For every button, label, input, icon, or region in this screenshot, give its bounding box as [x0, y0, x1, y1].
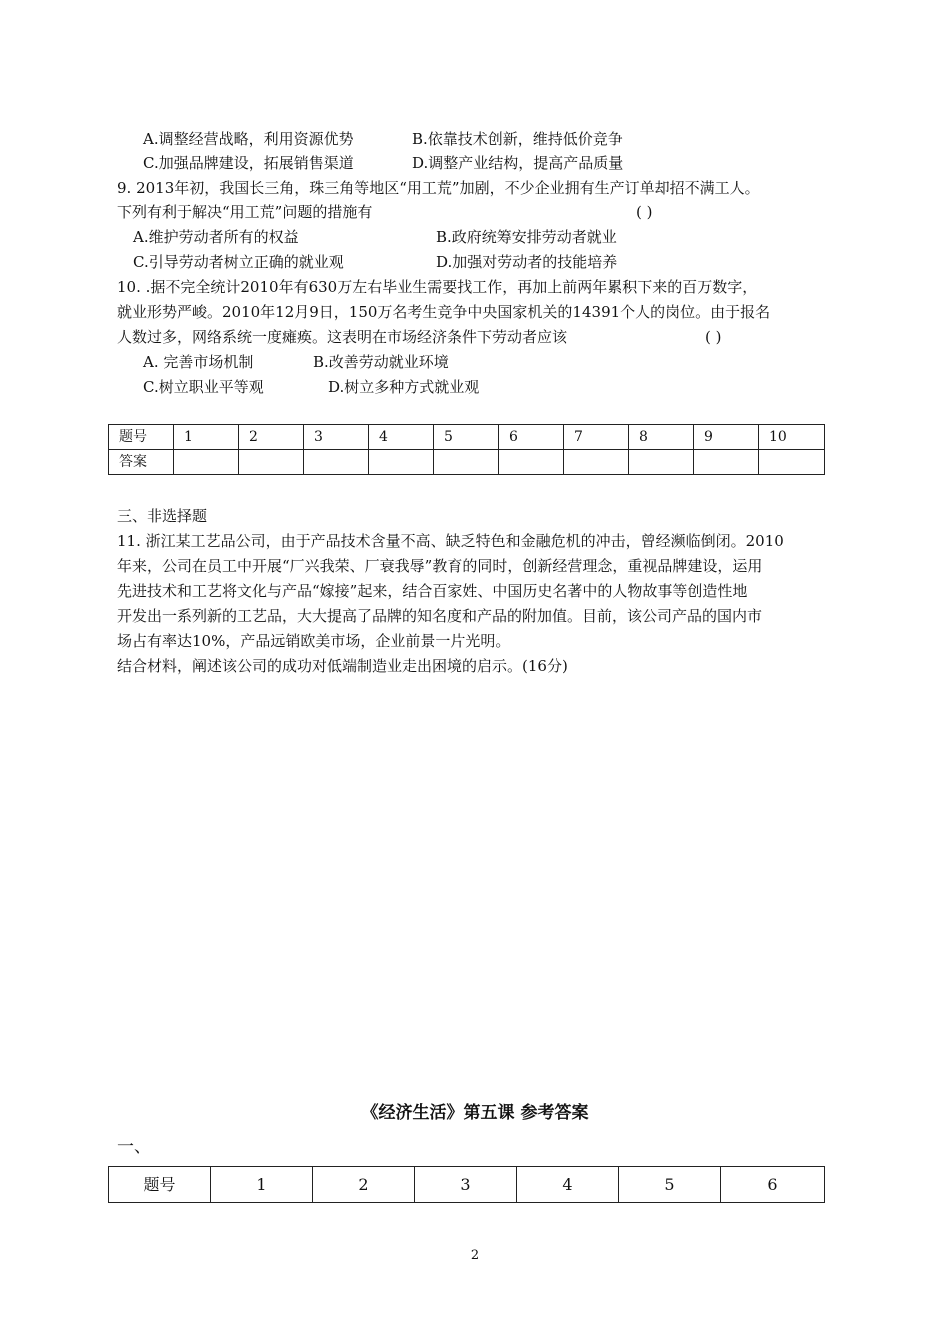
q9-option-a: A.维护劳动者所有的权益 [133, 228, 299, 246]
answer-grid-answer-row [109, 450, 825, 475]
answer-key-number: 5 [619, 1167, 721, 1203]
q11-line: 先进技术和工艺将文化与产品“嫁接”起来，结合百家姓、中国历史名著中的人物故事等创造性地 [117, 582, 748, 600]
answer-key-section-label: 一、 [117, 1137, 151, 1157]
answer-grid-number: 7 [564, 425, 629, 450]
q10-stem-line3: 人数过多，网络系统一度瘫痪。这表明在市场经济条件下劳动者应该 [117, 328, 568, 346]
q10-option-a: A. 完善市场机制 [143, 353, 254, 371]
answer-grid-number: 8 [629, 425, 694, 450]
answer-grid-answer-label: 答案 [109, 450, 174, 475]
q10-option-c: C.树立职业平等观 [143, 378, 264, 396]
answer-key-grid [108, 1166, 825, 1203]
q11-line: 场占有率达10%，产品远销欧美市场，企业前景一片光明。 [117, 632, 511, 650]
answer-grid-number: 2 [239, 425, 304, 450]
answer-key-number: 1 [211, 1167, 313, 1203]
q9-option-c: C.引导劳动者树立正确的就业观 [133, 253, 344, 271]
answer-grid-number: 1 [174, 425, 239, 450]
q10-stem-line1: 10. .据不完全统计2010年有630万左右毕业生需要找工作，再加上前两年累积下来的百万数字， [117, 278, 758, 296]
answer-cell[interactable] [304, 450, 369, 475]
answer-cell[interactable] [434, 450, 499, 475]
answer-key-number: 3 [415, 1167, 517, 1203]
answer-key-title: 《经济生活》第五课 参考答案 [361, 1103, 589, 1123]
q9-answer-bracket: ( ) [636, 203, 653, 221]
q10-option-d: D.树立多种方式就业观 [328, 378, 480, 396]
answer-grid-header-label: 题号 [109, 425, 174, 450]
q9-option-d: D.加强对劳动者的技能培养 [436, 253, 618, 271]
answer-grid-number: 9 [694, 425, 759, 450]
page-number: 2 [470, 1248, 480, 1263]
answer-cell[interactable] [174, 450, 239, 475]
answer-key-number-row [109, 1167, 825, 1203]
answer-cell[interactable] [369, 450, 434, 475]
q8-option-d: D.调整产业结构，提高产品质量 [412, 154, 624, 172]
q11-prompt: 结合材料，阐述该公司的成功对低端制造业走出困境的启示。(16分) [117, 657, 568, 675]
answer-key-header-label: 题号 [109, 1167, 211, 1203]
q11-line: 11. 浙江某工艺品公司，由于产品技术含量不高、缺乏特色和金融危机的冲击，曾经濒临倒闭。2010 [117, 532, 784, 550]
q11-line: 年来，公司在员工中开展“厂兴我荣、厂衰我辱”教育的同时，创新经营理念，重视品牌建设，运用 [117, 557, 763, 575]
q9-option-b: B.政府统筹安排劳动者就业 [436, 228, 617, 246]
answer-grid-number: 4 [369, 425, 434, 450]
section3-heading: 三、非选择题 [117, 507, 208, 525]
answer-grid-number: 5 [434, 425, 499, 450]
answer-grid [108, 424, 825, 475]
q10-option-b: B.改善劳动就业环境 [313, 353, 449, 371]
q9-stem-line1: 9. 2013年初，我国长三角，珠三角等地区“用工荒”加剧，不少企业拥有生产订单却招不满工人。 [117, 179, 760, 197]
answer-cell[interactable] [759, 450, 825, 475]
answer-grid-number: 6 [499, 425, 564, 450]
answer-grid-number: 3 [304, 425, 369, 450]
answer-grid-number-row [109, 425, 825, 450]
q8-option-a: A.调整经营战略，利用资源优势 [143, 130, 354, 148]
q8-option-b: B.依靠技术创新，维持低价竞争 [412, 130, 623, 148]
q9-stem-line2: 下列有利于解决“用工荒”问题的措施有 [117, 203, 373, 221]
answer-key-number: 4 [517, 1167, 619, 1203]
answer-cell[interactable] [694, 450, 759, 475]
answer-cell[interactable] [629, 450, 694, 475]
q8-option-c: C.加强品牌建设，拓展销售渠道 [143, 154, 354, 172]
q10-answer-bracket: ( ) [705, 328, 722, 346]
q11-line: 开发出一系列新的工艺品，大大提高了品牌的知名度和产品的附加值。目前，该公司产品的国内市 [117, 607, 763, 625]
answer-key-number: 2 [313, 1167, 415, 1203]
answer-cell[interactable] [239, 450, 304, 475]
answer-grid-number: 10 [759, 425, 825, 450]
answer-cell[interactable] [499, 450, 564, 475]
q10-stem-line2: 就业形势严峻。2010年12月9日，150万名考生竞争中央国家机关的14391个人的岗位。由于报名 [117, 303, 771, 321]
answer-key-number: 6 [721, 1167, 825, 1203]
answer-cell[interactable] [564, 450, 629, 475]
